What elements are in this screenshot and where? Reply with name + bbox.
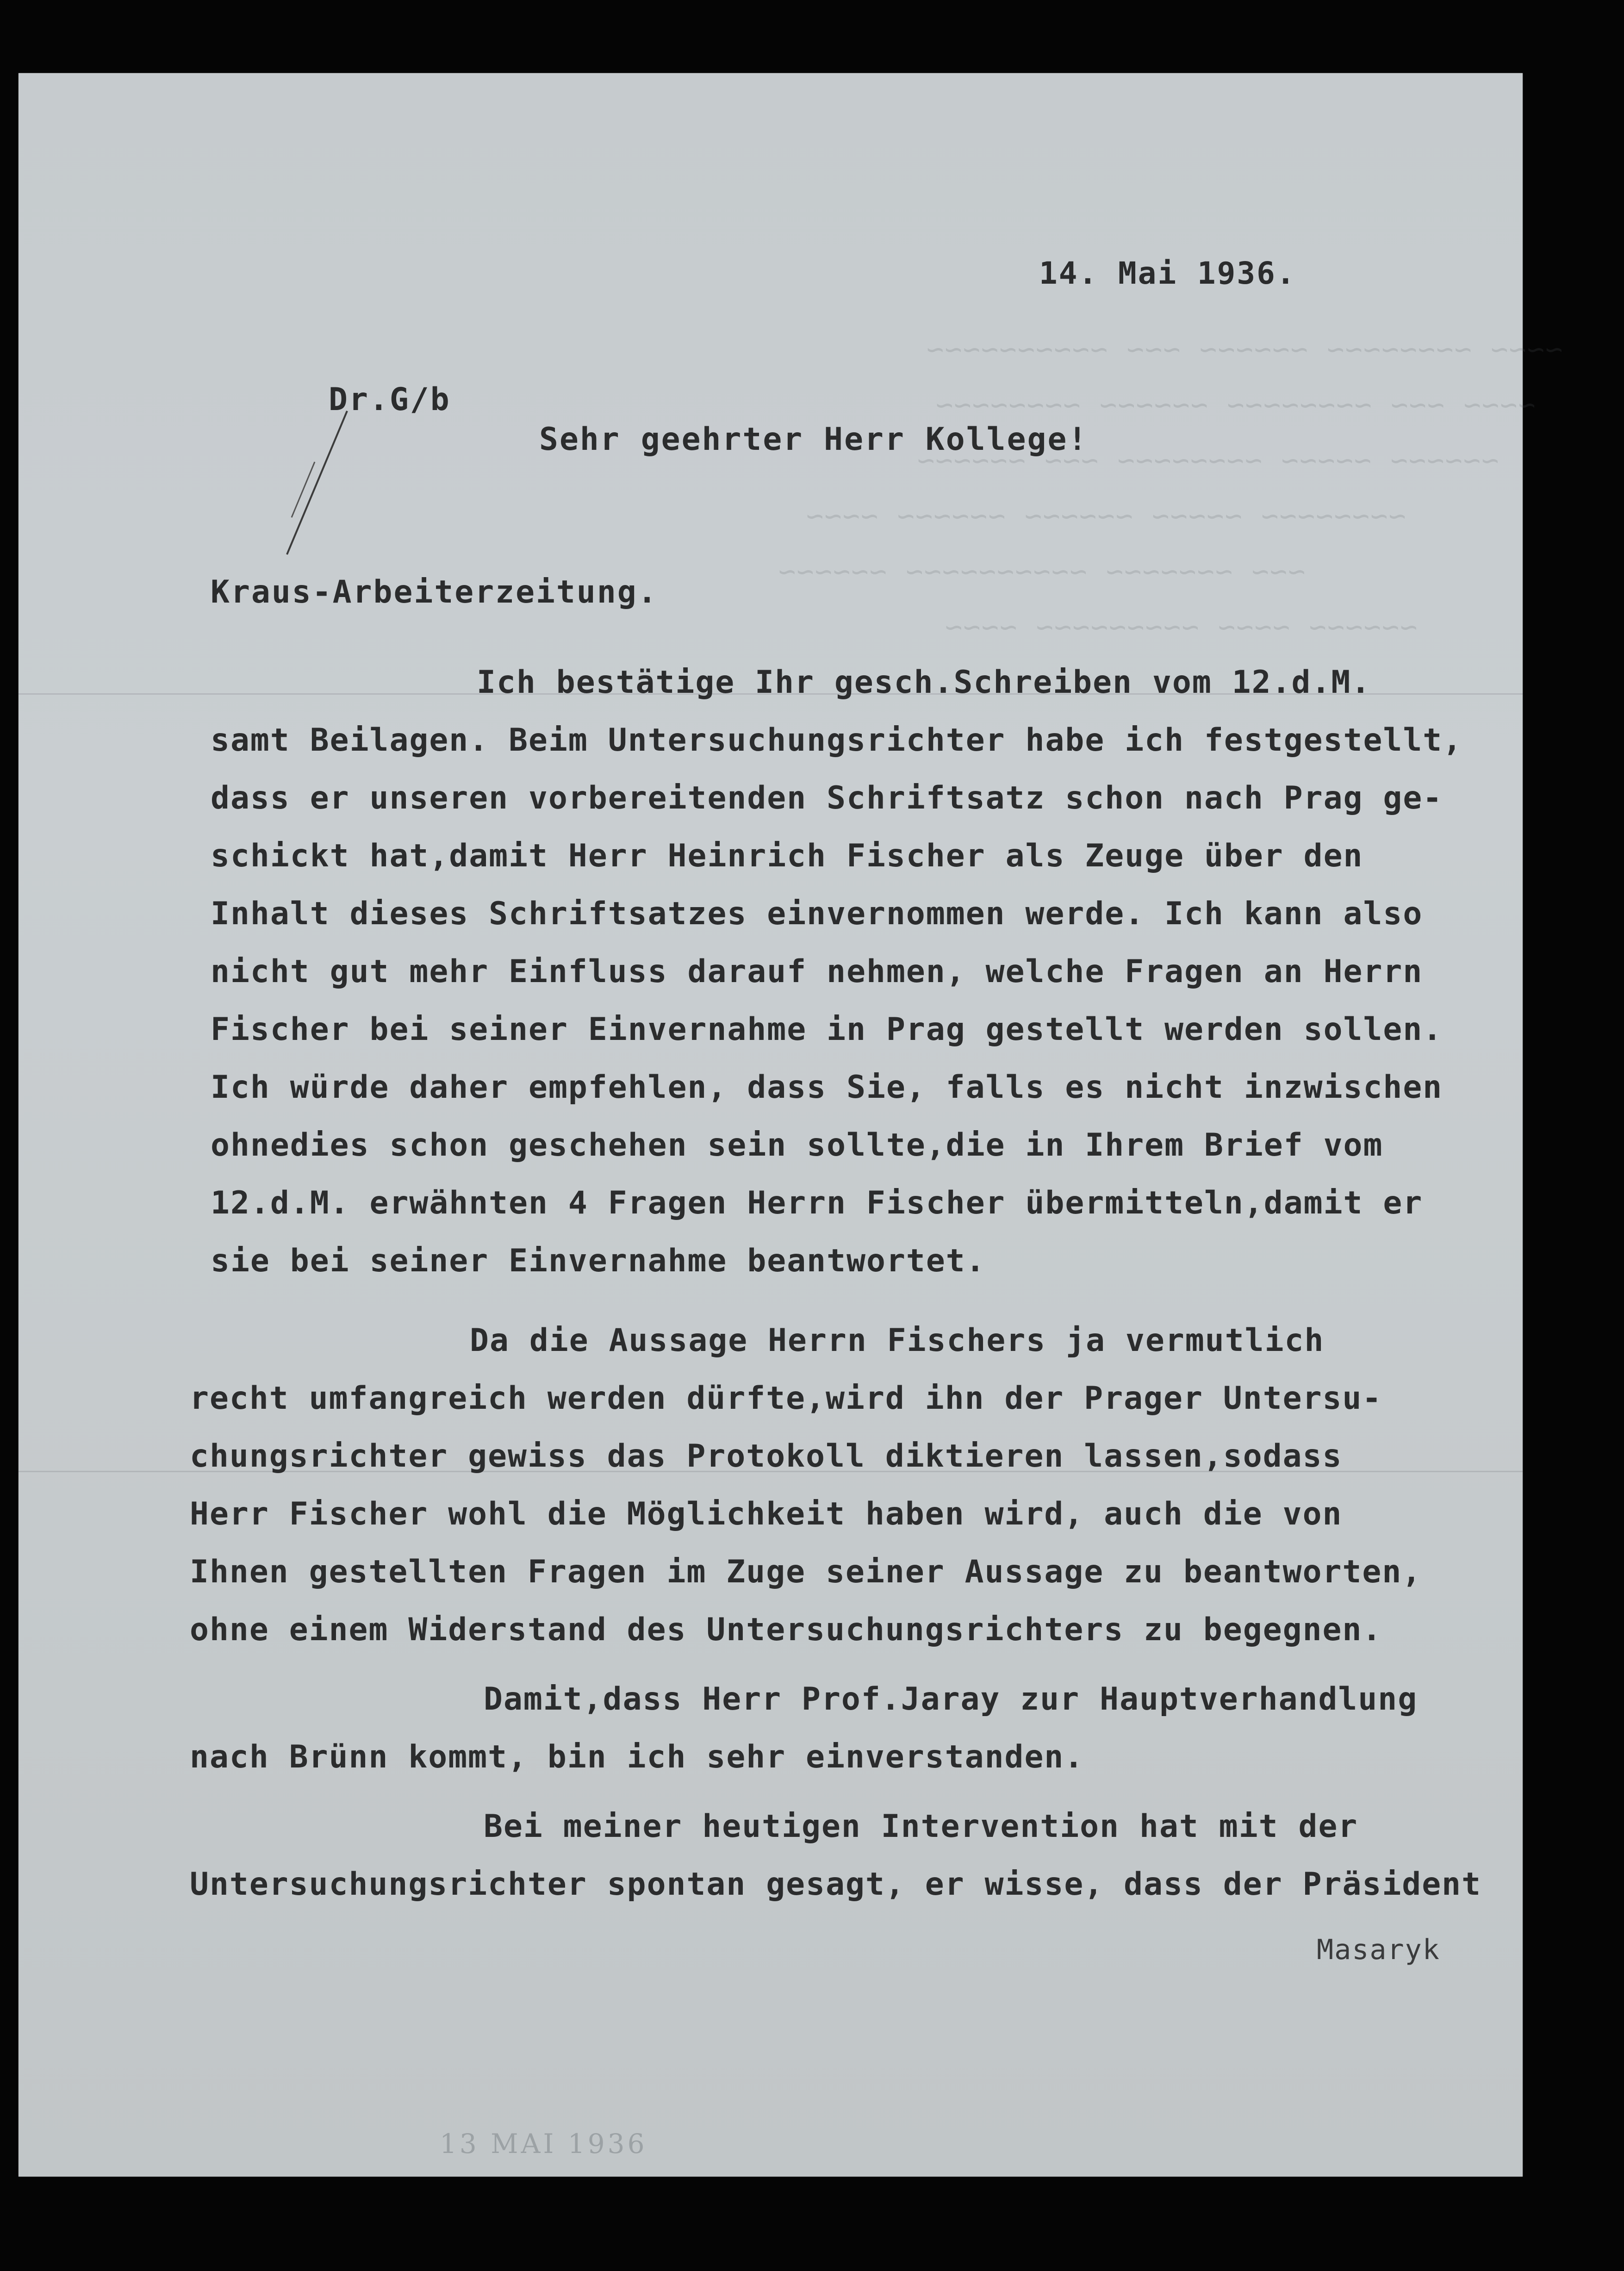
body-line: Da die Aussage Herrn Fischers ja vermutlich — [470, 1322, 1325, 1359]
body-line: Ich würde daher empfehlen, dass Sie, falls es nicht inzwischen — [211, 1069, 1443, 1106]
letter-sheet — [19, 73, 1563, 2177]
body-line: dass er unseren vorbereitenden Schriftsatz schon nach Prag ge- — [211, 780, 1443, 816]
body-line: ohnedies schon geschehen sein sollte,die in Ihrem Brief vom — [211, 1127, 1383, 1163]
closing-name: Masaryk — [1317, 1934, 1440, 1966]
body-line: Ich bestätige Ihr gesch.Schreiben vom 12.d.M. — [477, 664, 1371, 701]
show-through-text: ~~~~ ~~~~~~~~ ~~~~~~ ~~~ ~~~~~~~~~~ — [926, 332, 1563, 366]
body-line: Ihnen gestellten Fragen im Zuge seiner Aussage zu beantworten, — [190, 1554, 1422, 1590]
subject-line: Kraus-Arbeiterzeitung. — [211, 574, 658, 610]
show-through-text: ~~~~ ~~~ ~~~~~~~~ ~~~~~~ ~~~~~~~~ — [935, 388, 1536, 422]
received-stamp: 13 MAI 1936 — [440, 2128, 647, 2159]
body-line: Inhalt dieses Schriftsatzes einvernommen werde. Ich kann also — [211, 896, 1423, 932]
show-through-text: ~~~~~~ ~~~~ ~~~~~~~~~ ~~~~ — [944, 610, 1418, 644]
pen-stroke-mark — [278, 406, 352, 559]
body-line: schickt hat,damit Herr Heinrich Fischer als Zeuge über den — [211, 838, 1363, 874]
body-line: 12.d.M. erwähnten 4 Fragen Herrn Fischer übermitteln,damit er — [211, 1185, 1423, 1221]
show-through-text: ~~~~~~~~ ~~~~~ ~~~~~~ ~~~~~~ ~~~~ — [805, 499, 1406, 533]
body-line: nach Brünn kommt, bin ich sehr einverstanden. — [190, 1739, 1084, 1775]
body-line: Damit,dass Herr Prof.Jaray zur Hauptverhandlung — [484, 1681, 1418, 1717]
body-line: ohne einem Widerstand des Untersuchungsrichters zu begegnen. — [190, 1611, 1382, 1648]
body-line: Untersuchungsrichter spontan gesagt, er wisse, dass der Präsident — [190, 1866, 1482, 1903]
show-through-text: ~~~ ~~~~~~~ ~~~~~~~~~~ ~~~~~~ — [778, 554, 1306, 588]
body-line: sie bei seiner Einvernahme beantwortet. — [211, 1243, 986, 1279]
body-line: samt Beilagen. Beim Untersuchungsrichter habe ich festgestellt, — [211, 722, 1463, 759]
body-line: nicht gut mehr Einfluss darauf nehmen, welche Fragen an Herrn — [211, 953, 1423, 990]
reference-code: Dr.G/b — [329, 381, 451, 418]
salutation: Sehr geehrter Herr Kollege! — [539, 421, 1089, 458]
show-through-text: ~~~~~~ ~~~~~ ~~~~~~~~ ~~~ ~~~~~~ — [916, 443, 1499, 477]
body-line: chungsrichter gewiss das Protokoll diktieren lassen,sodass — [190, 1438, 1343, 1475]
body-line: Bei meiner heutigen Intervention hat mit der — [484, 1808, 1358, 1845]
letter-date: 14. Mai 1936. — [1039, 255, 1296, 291]
body-line: Fischer bei seiner Einvernahme in Prag gestellt werden sollen. — [211, 1011, 1443, 1048]
body-line: recht umfangreich werden dürfte,wird ihn der Prager Untersu- — [190, 1380, 1382, 1417]
body-line: Herr Fischer wohl die Möglichkeit haben wird, auch die von — [190, 1496, 1343, 1532]
